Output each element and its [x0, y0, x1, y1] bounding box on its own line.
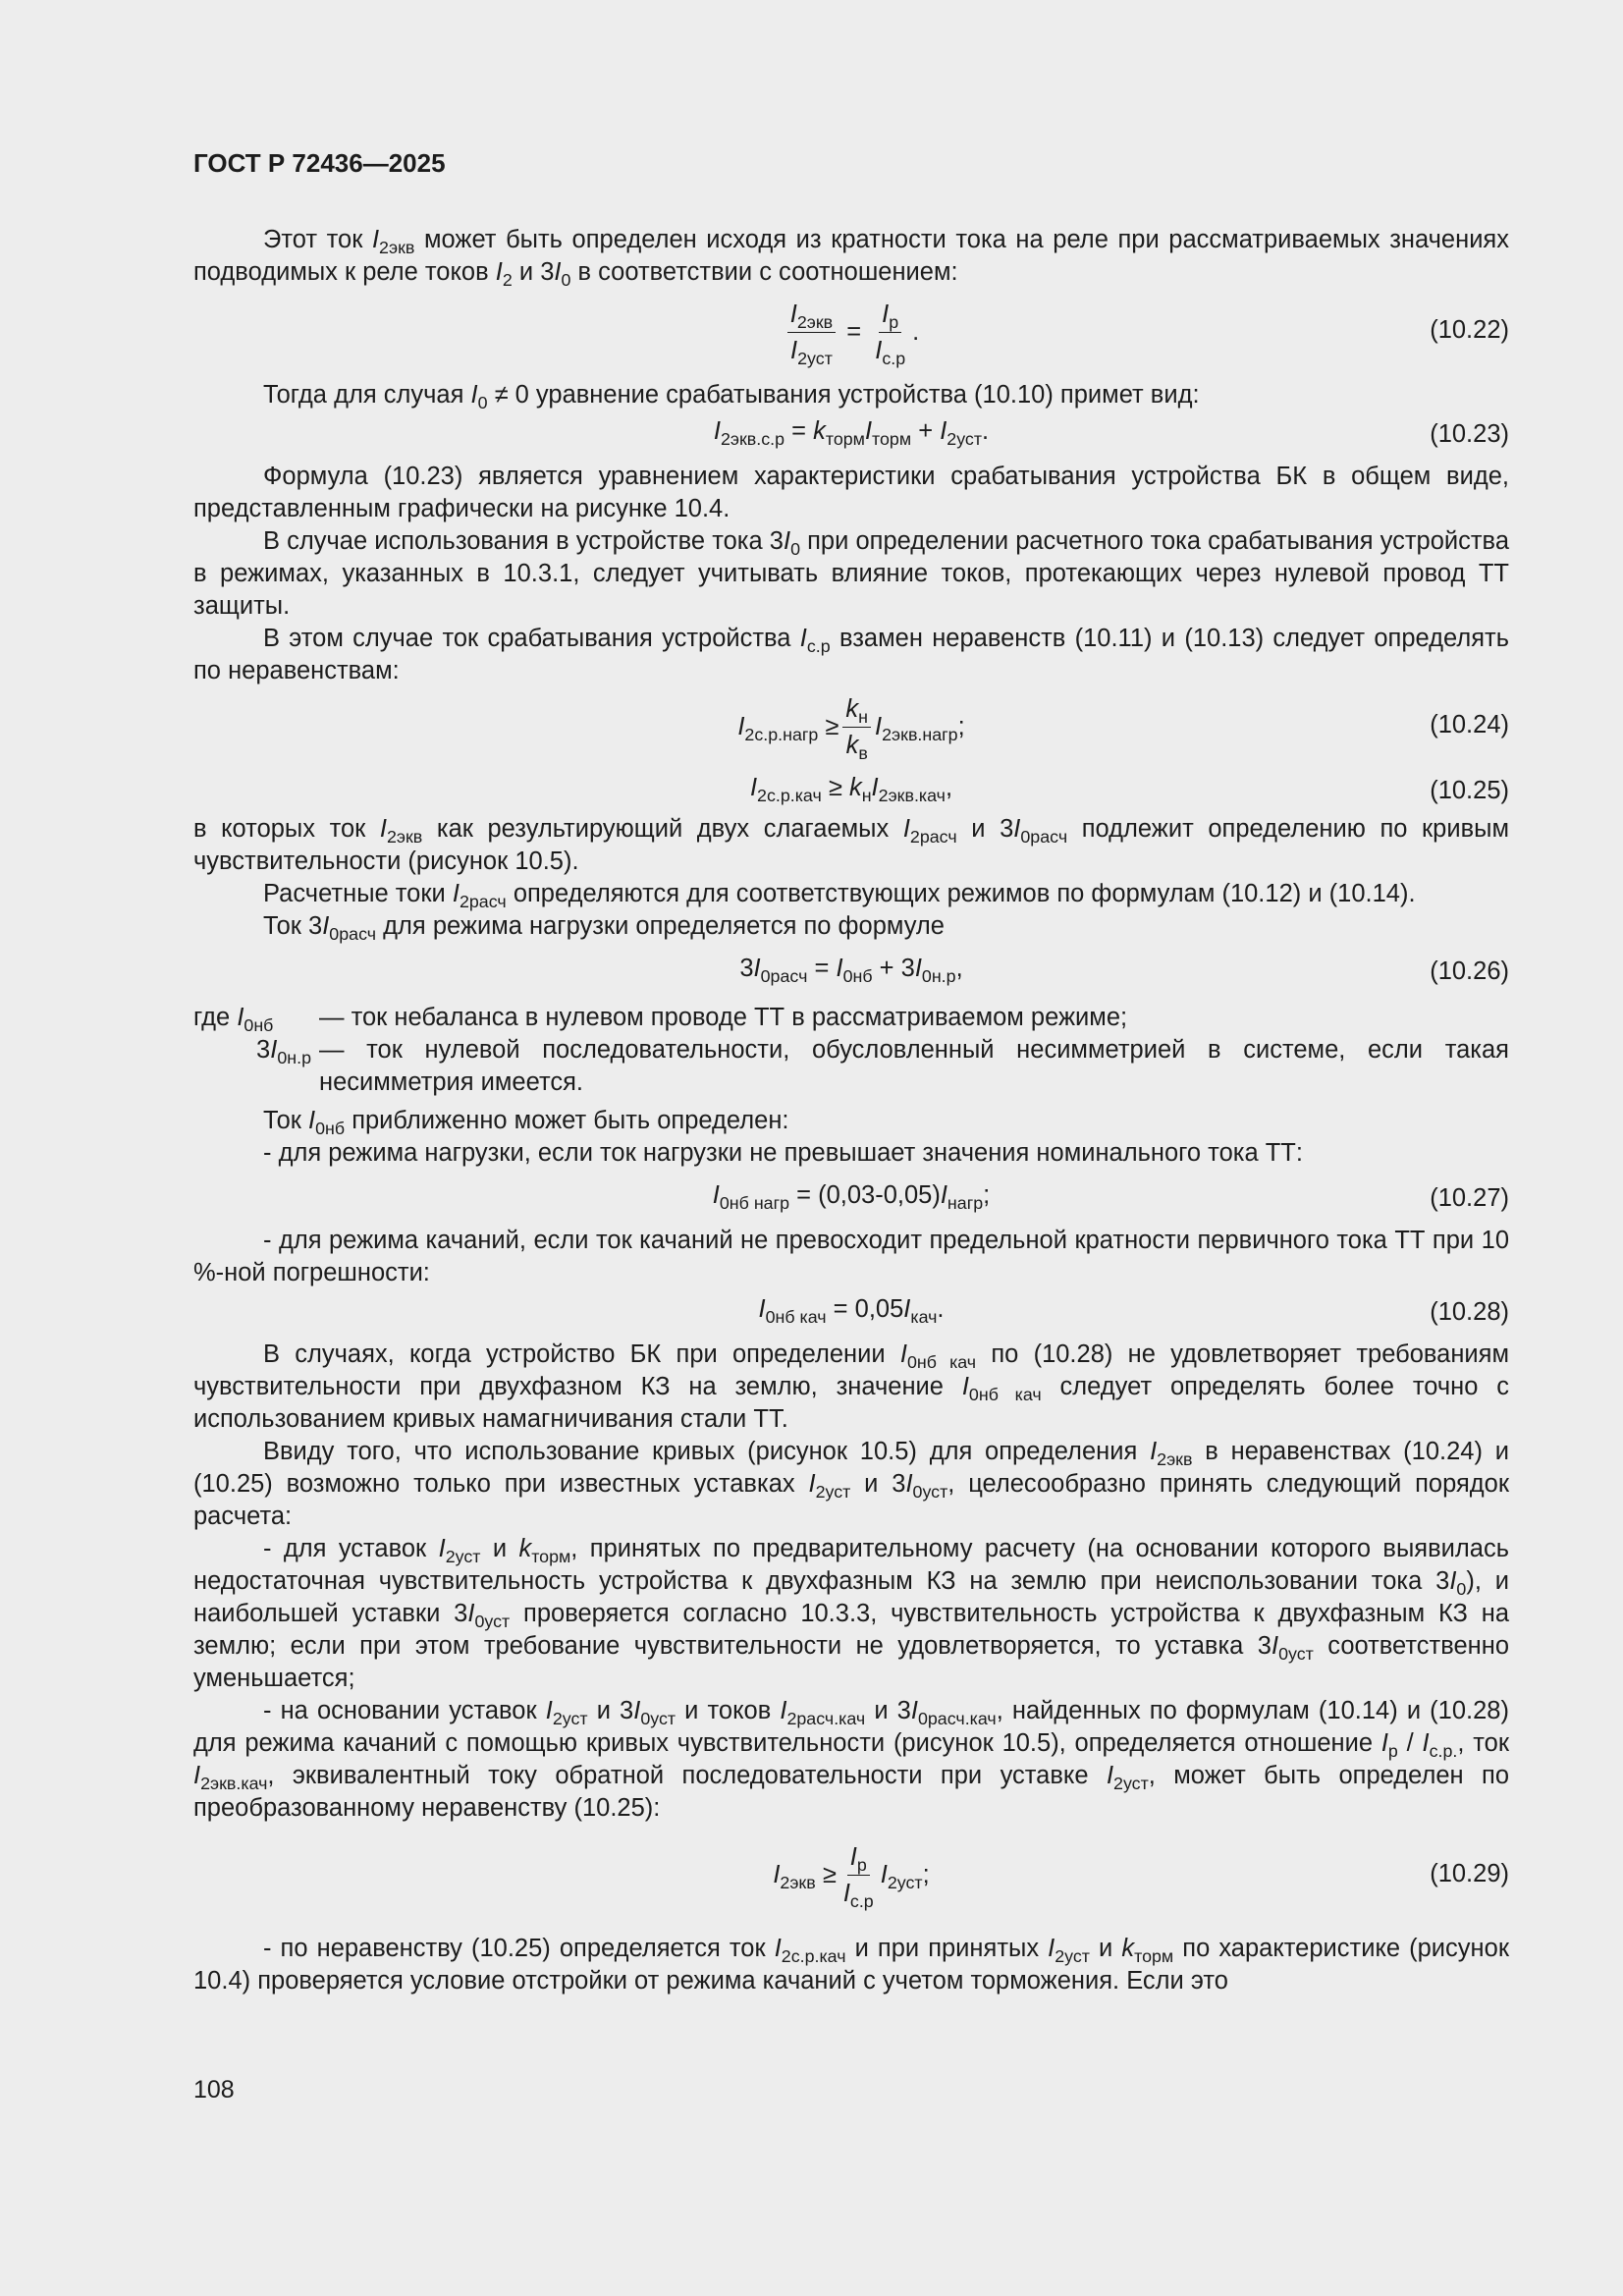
paragraph: - по неравенству (10.25) определяется ток $I_{2с.р.кач}$ и при принятых $I_{2уст}$ и $k_{торм}$ по характеристике (рисунок 10.4) проверяется условие отстройки от режима качаний с учетом торможения. Если это — [193, 1935, 1509, 1995]
paragraph: В случае использования в устройстве тока $3I_0$ при определении расчетного тока срабатывания устройства в режимах, указанных в 10.3.1, следует учитывать влияние токов, протекающих через нулевой провод ТТ защиты. — [193, 527, 1509, 620]
equation-10-29: $I_{2экв}$ ≥ $\frac{I_р}{I_{с.р}}$ $I_{2уст}$; (10.29) — [773, 1842, 1509, 1911]
paragraph: Тогда для случая $I_0 \ne 0$ уравнение срабатывания устройства (10.10) примет вид: — [263, 381, 1200, 413]
paragraph: В случаях, когда устройство БК при определении $I_{0нб кач}$ по (10.28) не удовлетворяет требованиям чувствительности при двухфазном КЗ на землю, значение $I_{0нб кач}$ следует определять более точно с использованием кривых намагничивания стали ТТ. — [193, 1340, 1510, 1433]
equation-10-26: $3I_{0расч} = I_{0нб} + 3I_{0н.р}$, (10.26) — [739, 955, 1509, 987]
paragraph: - на основании уставок $I_{2уст}$ и $3I_{0уст}$ и токов $I_{2расч.кач}$ и $3I_{0расч.кач}$, найденных по формулам (10.14) и (10.28) для режима качаний с помощью кривых чувствительности (рисунок 10.5), определяется отношение $I_р / I_{с.р.}$, ток $I_{2экв.кач}$, эквивалентный току обратной последовательности при уставке $I_{2уст}$, может быть определен по преобразованному неравенству (10.25): — [193, 1697, 1510, 1822]
where-description: — ток небаланса в нулевом проводе ТТ в рассматриваемом режиме; — [319, 1004, 1128, 1031]
paragraph: Ввиду того, что использование кривых (рисунок 10.5) для определения $I_{2экв}$ в неравенствах (10.24) и (10.25) возможно только при известных уставках $I_{2уст}$ и $3I_{0уст}$, целесообразно принять следующий порядок расчета: — [193, 1438, 1510, 1530]
equation-10-22: $\frac{I_{2экв}}{I_{2уст}}$ = $\frac{I_р}{I_{с.р}}$ . (10.22) — [193, 289, 1509, 375]
equation-number: (10.23) — [1430, 420, 1509, 448]
paragraph: в которых ток $I_{2экв}$ как результирующий двух слагаемых $I_{2расч}$ и $3I_{0расч}$ подлежит определению по кривым чувствительности (рисунок 10.5). — [193, 815, 1509, 875]
where-symbol: $3I_{0н.р}$ — [256, 1036, 311, 1068]
paragraph: В этом случае ток срабатывания устройства $I_{с.р}$ взамен неравенств (10.11) и (10.13) следует определять по неравенствам: — [193, 625, 1509, 684]
page-number: 108 — [193, 2076, 235, 2104]
equation-10-23: $I_{2экв.с.р} = k_{торм}I_{торм} + I_{2уст}$. (10.23) — [713, 417, 1509, 450]
equation-10-24: $I_{2с.р.нагр}$ ≥ $\frac{k_н}{k_в}$ $I_{2экв.нагр}$; (10.24) — [737, 694, 1509, 763]
equation-10-28: $I_{0нб кач} = 0,05I_{кач}$. (10.28) — [758, 1295, 1509, 1328]
paragraph: Этот ток $I_{2экв}$ может быть определен исходя из кратности тока на реле при рассматриваемых значениях подводимых к реле токов $I_2$ и $3I_0$ в соответствии с соотношением: — [193, 226, 1509, 291]
paragraph: Формула (10.23) является уравнением характеристики срабатывания устройства БК в общем виде, представленным графически на рисунке 10.4. — [193, 463, 1509, 522]
paragraph: - для уставок $I_{2уст}$ и $k_{торм}$, принятых по предварительному расчету (на основании которого выявилась недостаточная чувствительность устройства к двухфазным КЗ на землю при неиспользовании тока $3I_0$), и наибольшей уставки $3I_{0уст}$ проверяется согласно 10.3.3, чувствительность устройства к двухфазным КЗ на землю; если при этом требование чувствительности не удовлетворяется, то уставка $3I_{0уст}$ соответственно уменьшается; — [193, 1535, 1510, 1692]
equation-number: (10.26) — [1430, 957, 1509, 985]
equation-10-25: $I_{2с.р.кач} \ge k_нI_{2экв.кач}$, (10.25) — [749, 774, 1509, 806]
equation-number: (10.25) — [1430, 777, 1509, 804]
equation-number: (10.28) — [1430, 1298, 1509, 1326]
equation-number: (10.22) — [1430, 316, 1509, 344]
where-description: — ток нулевой последовательности, обусловленный несимметрией в системе, если такая несимметрия имеется. — [319, 1036, 1509, 1096]
equation-number: (10.24) — [1430, 711, 1509, 738]
equation-10-27: $I_{0нб нагр} = (0,03-0,05)I_{нагр}$; (10.27) — [712, 1181, 1509, 1214]
paragraph: - для режима нагрузки, если ток нагрузки не превышает значения номинального тока ТТ: — [263, 1139, 1303, 1167]
paragraph: - для режима качаний, если ток качаний не превосходит предельной кратности первичного тока ТТ при 10 %-ной погрешности: — [193, 1227, 1509, 1286]
where-symbol: где $I_{0нб}$ — [193, 1004, 274, 1036]
where-list — [193, 1002, 1509, 1099]
equation-number: (10.29) — [1430, 1860, 1509, 1887]
paragraph: Ток $3I_{0расч}$ для режима нагрузки определяется по формуле — [263, 912, 945, 945]
equation-number: (10.27) — [1430, 1184, 1509, 1212]
document-header: ГОСТ Р 72436—2025 — [193, 148, 446, 178]
paragraph: Ток $I_{0нб}$ приближенно может быть определен: — [263, 1107, 789, 1139]
paragraph: Расчетные токи $I_{2расч}$ определяются для соответствующих режимов по формулам (10.12) и (10.14). — [263, 880, 1416, 912]
page-content — [193, 224, 1509, 1997]
